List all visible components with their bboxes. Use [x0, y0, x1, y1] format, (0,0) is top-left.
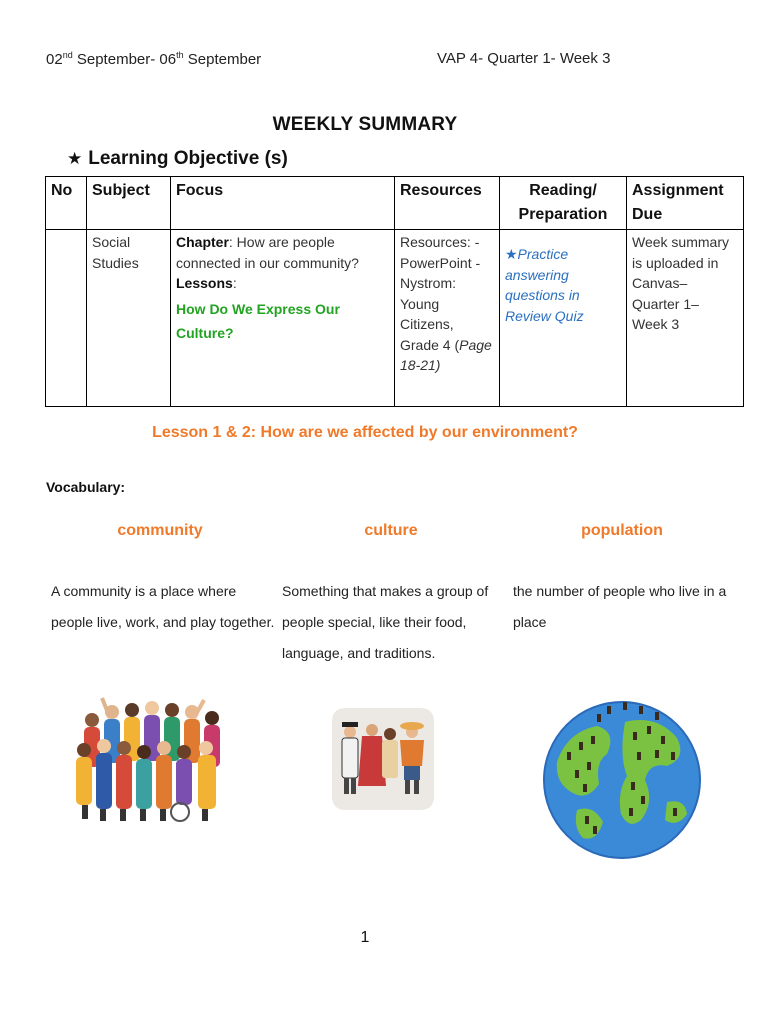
header-course-week: VAP 4- Quarter 1- Week 3: [437, 50, 611, 67]
col-header-focus: Focus: [171, 177, 395, 230]
learning-objective-text: Learning Objective (s): [88, 148, 288, 169]
resources-text: Resources: -PowerPoint -Nystrom: Young Citizens, Grade 4 (: [400, 234, 481, 353]
cell-focus: [171, 230, 395, 407]
vocab-term-culture: culture: [364, 522, 418, 539]
table-header-row: [46, 177, 744, 230]
weekly-summary-table: [45, 176, 744, 407]
reading-link[interactable]: ★Practice answering questions in Review Quiz: [505, 246, 584, 324]
vocab-term-population: population: [581, 522, 663, 539]
community-crowd-image: [72, 692, 232, 824]
vocab-definition-community: A community is a place where people live, work, and play together.: [51, 583, 275, 630]
cell-resources: [395, 230, 500, 407]
lesson-heading: Lesson 1 & 2: How are we affected by our environment?: [152, 424, 578, 441]
cell-no: [46, 230, 87, 407]
col-header-assignment: Assignment Due: [627, 177, 744, 230]
header-dates: [46, 50, 261, 68]
star-icon: ★: [67, 149, 83, 168]
lessons-colon: :: [232, 275, 237, 291]
col-header-reading: Reading/ Preparation: [500, 177, 627, 230]
cell-assignment: Week summary is uploaded in Canvas– Quarter 1– Week 3: [627, 230, 744, 407]
table-row: [46, 230, 744, 407]
culture-people-image: [326, 704, 440, 814]
header-date-start: 02: [46, 51, 63, 68]
col-header-resources: Resources: [395, 177, 500, 230]
vocabulary-label: Vocabulary:: [46, 479, 126, 495]
resources-page: Page 18-21): [400, 336, 492, 373]
population-globe-image: [537, 692, 707, 862]
chapter-text: : How are people connected in our community?: [176, 234, 359, 271]
lessons-label: Lessons: [176, 275, 233, 291]
header-date-start-suffix: nd: [62, 50, 73, 60]
header-date-end-suffix: th: [176, 50, 184, 60]
lesson-title: How Do We Express Our Culture?: [176, 300, 340, 341]
header-date-mid: September- 06: [72, 51, 177, 68]
vocab-term-community: community: [117, 522, 203, 539]
cell-reading: [500, 230, 627, 407]
vocab-definition-population: the number of people who live in a place: [513, 583, 727, 630]
header-date-end: September: [183, 51, 262, 68]
page-title: WEEKLY SUMMARY: [272, 114, 458, 135]
col-header-no: No: [46, 177, 87, 230]
col-header-subject: Subject: [87, 177, 171, 230]
cell-subject: Social Studies: [87, 230, 171, 407]
chapter-label: Chapter: [176, 234, 229, 250]
page-number: 1: [360, 929, 370, 946]
vocab-definition-culture: Something that makes a group of people special, like their food, language, and traditions.: [282, 583, 489, 661]
learning-objective-heading: [67, 148, 288, 170]
